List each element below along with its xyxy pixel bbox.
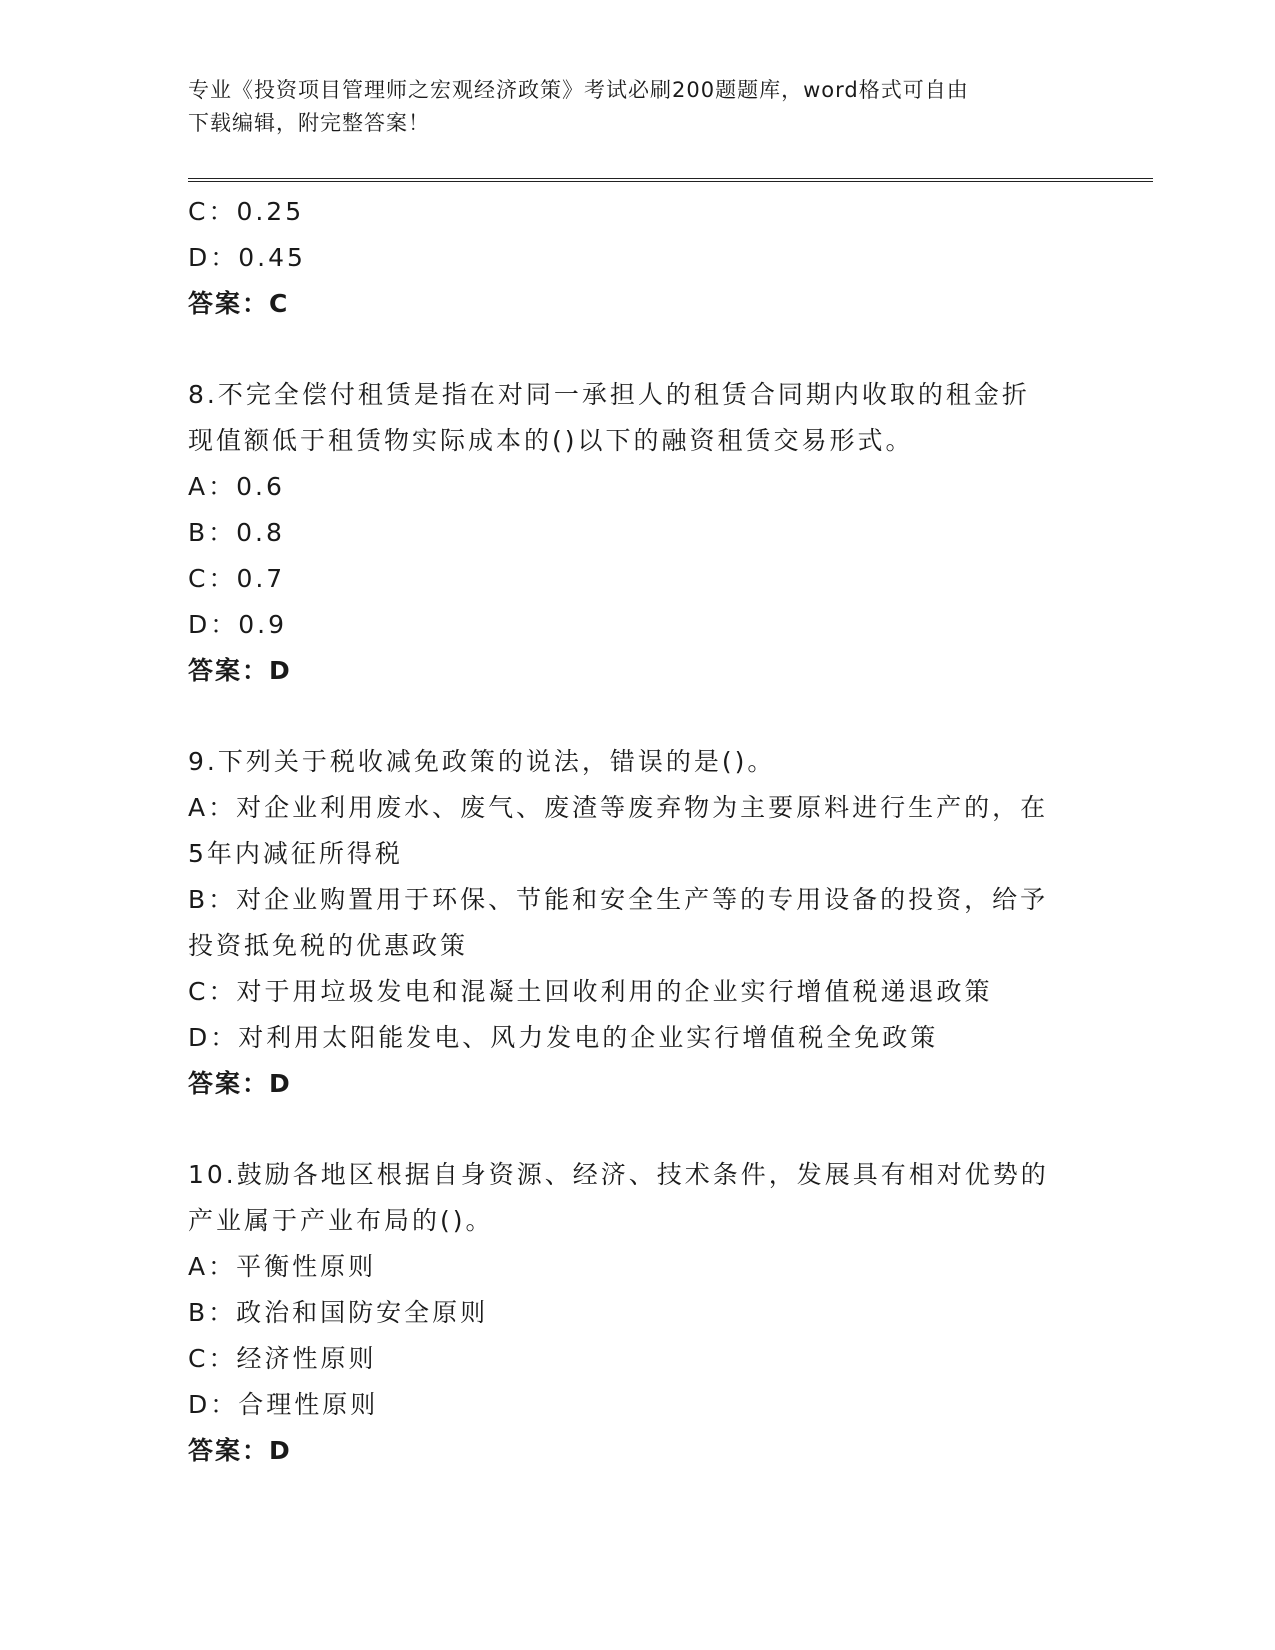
spacer (188, 1107, 1078, 1152)
prev-option-c: C：0.25 (188, 197, 305, 226)
q8-answer: 答案：D (188, 656, 292, 685)
header-divider (188, 178, 1153, 182)
page-header (188, 74, 1078, 140)
q9-option-a-line-1: A：对企业利用废水、废气、废渣等废弃物为主要原料进行生产的，在 (188, 793, 1049, 822)
q8-option-a: A：0.6 (188, 472, 285, 501)
q9-stem: 9.下列关于税收减免政策的说法，错误的是()。 (188, 747, 776, 776)
q9-option-a-line-2: 5年内减征所得税 (188, 839, 403, 868)
q10-option-c: C：经济性原则 (188, 1344, 377, 1373)
q10-stem-line-2: 产业属于产业布局的()。 (188, 1206, 494, 1235)
q10-option-b: B：政治和国防安全原则 (188, 1298, 489, 1327)
q10-answer: 答案：D (188, 1436, 292, 1465)
prev-answer: 答案：C (188, 289, 290, 318)
q9-option-c: C：对于用垃圾发电和混凝土回收利用的企业实行增值税递退政策 (188, 977, 993, 1006)
q9-option-b-line-1: B：对企业购置用于环保、节能和安全生产等的专用设备的投资，给予 (188, 885, 1049, 914)
spacer (188, 694, 1078, 739)
q9-option-d: D：对利用太阳能发电、风力发电的企业实行增值税全免政策 (188, 1023, 939, 1052)
header-line-1: 专业《投资项目管理师之宏观经济政策》考试必刷200题题库，word格式可自由 (188, 78, 969, 102)
spacer (188, 327, 1078, 372)
q8-stem-line-1: 8.不完全偿付租赁是指在对同一承担人的租赁合同期内收取的租金折 (188, 380, 1030, 409)
prev-option-d: D：0.45 (188, 243, 306, 272)
q8-option-b: B：0.8 (188, 518, 285, 547)
q8-option-c: C：0.7 (188, 564, 286, 593)
question-content (188, 189, 1078, 1474)
q8-option-d: D：0.9 (188, 610, 288, 639)
q10-option-d: D：合理性原则 (188, 1390, 379, 1419)
q10-option-a: A：平衡性原则 (188, 1252, 377, 1281)
q9-answer: 答案：D (188, 1069, 292, 1098)
q8-stem-line-2: 现值额低于租赁物实际成本的()以下的融资租赁交易形式。 (188, 426, 914, 455)
q9-option-b-line-2: 投资抵免税的优惠政策 (188, 931, 469, 960)
q10-stem-line-1: 10.鼓励各地区根据自身资源、经济、技术条件，发展具有相对优势的 (188, 1160, 1049, 1189)
header-line-2: 下载编辑，附完整答案！ (188, 111, 430, 135)
